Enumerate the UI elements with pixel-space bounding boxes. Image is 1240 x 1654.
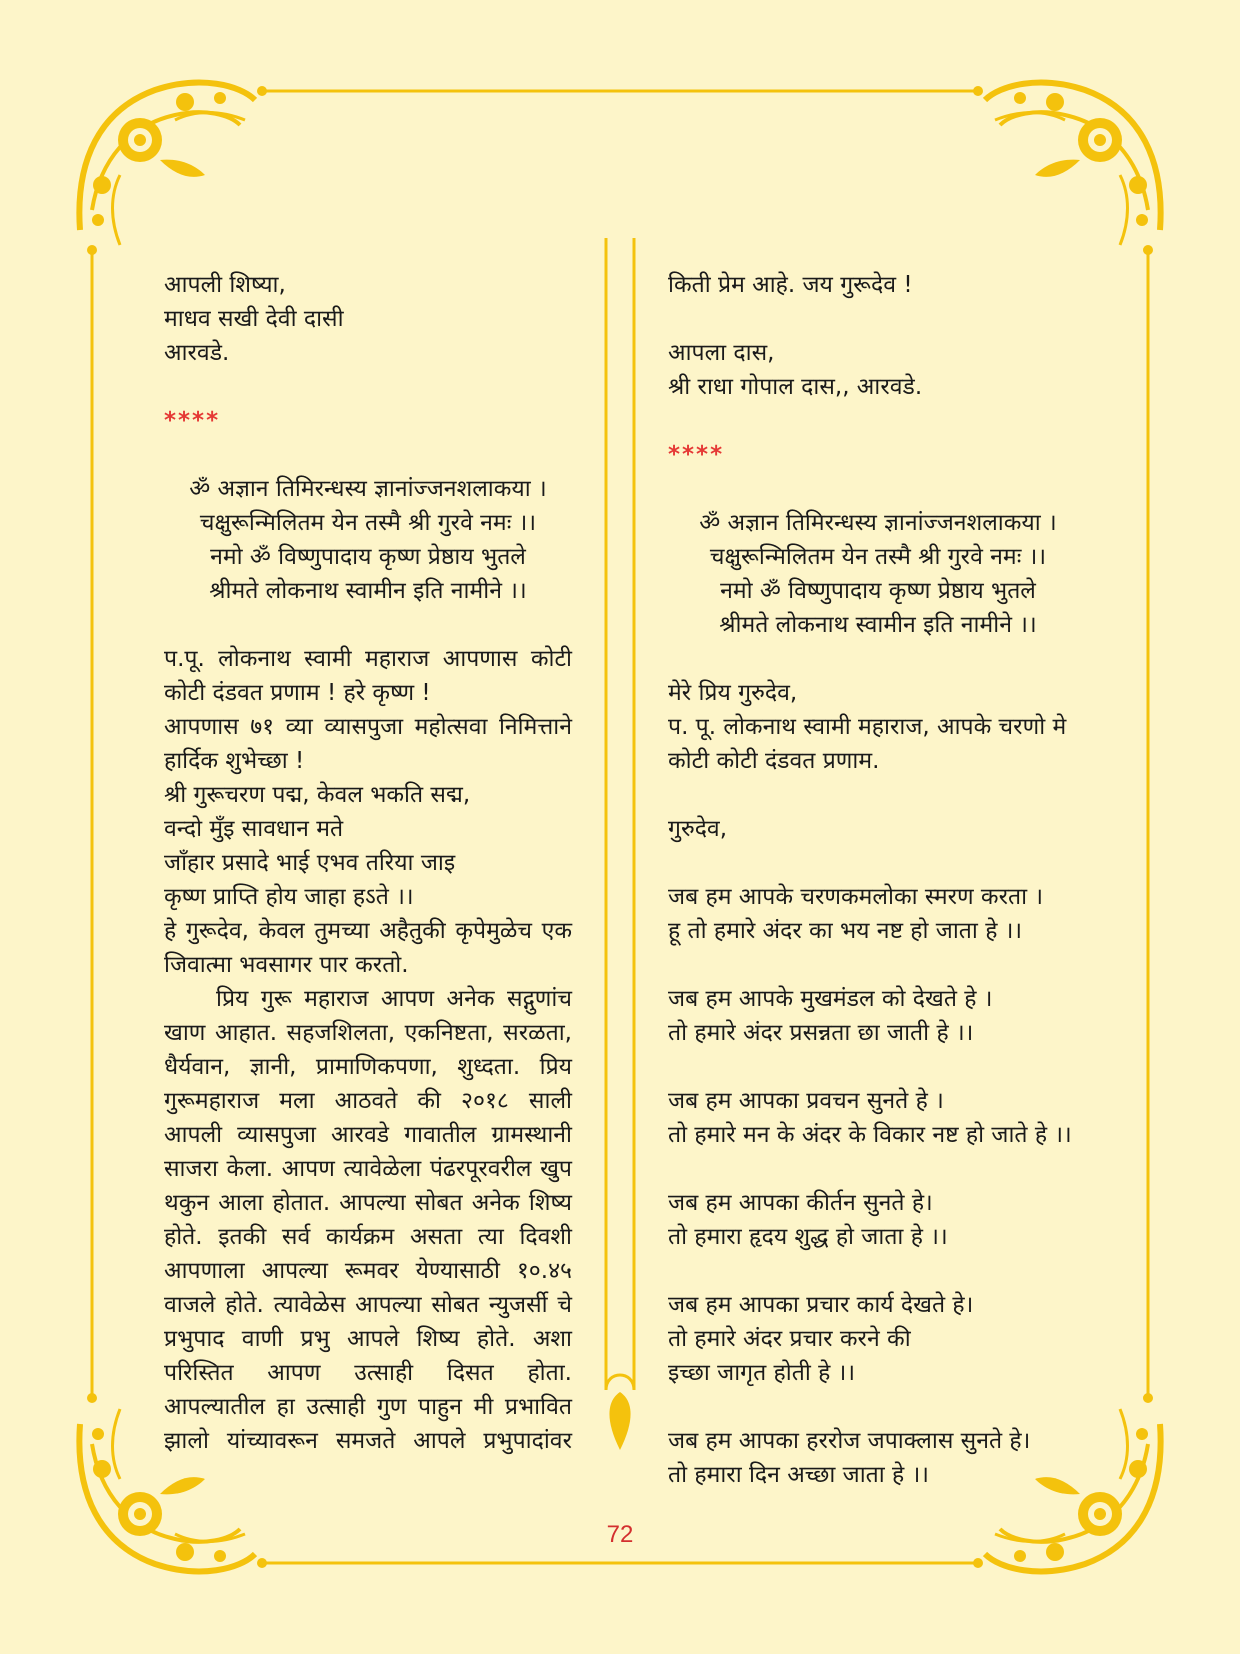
section-separator-stars: ****	[164, 408, 221, 434]
center-divider-drop-icon	[606, 238, 634, 1450]
page-number: 72	[606, 1521, 634, 1548]
text-line: आपणाला आपल्या रूमवर येण्यासाठी १०.४५	[164, 1258, 572, 1284]
text-line: आपला दास,	[668, 340, 775, 366]
text-line: परिस्तित आपण उत्साही दिसत होता.	[164, 1360, 572, 1386]
text-line: धैर्यवान, ज्ञानी, प्रामाणिकपणा, शुध्दता. प्रिय	[164, 1054, 572, 1080]
spacer	[668, 846, 1088, 880]
text-line: नमो ॐ विष्णुपादाय कृष्ण प्रेष्ठाय भुतले	[210, 544, 526, 570]
text-line: वन्दो मुँइ सावधान मते	[164, 816, 344, 842]
text-line: आरवडे.	[164, 340, 230, 366]
text-line: जब हम आपके मुखमंडल को देखते हे ।	[668, 986, 993, 1012]
text-line: हे गुरूदेव, केवल तुमच्या अहैतुकी कृपेमुळेच एक	[164, 918, 572, 944]
text-line: मेरे प्रिय गुरुदेव,	[668, 680, 798, 706]
text-line: गुरुदेव,	[668, 816, 728, 842]
text-line: आपल्यातील हा उत्साही गुण पाहुन मी प्रभावित	[164, 1394, 572, 1420]
spacer	[668, 642, 1088, 676]
text-line: चक्षुरून्मिलितम येन तस्मै श्री गुरवे नमः ।।	[709, 544, 1047, 570]
text-line: तो हमारे अंदर प्रचार करने की	[668, 1326, 911, 1352]
text-line: आपली व्यासपुजा आरवडे गावातील ग्रामस्थानी	[164, 1122, 572, 1148]
text-line: हू तो हमारे अंदर का भय नष्ट हो जाता हे ।।	[668, 918, 1023, 944]
text-line: नमो ॐ विष्णुपादाय कृष्ण प्रेष्ठाय भुतले	[720, 578, 1036, 604]
text-line: जब हम आपके चरणकमलोका स्मरण करता ।	[668, 884, 1044, 910]
right-column	[668, 268, 1088, 1492]
text-line: श्री राधा गोपाल दास,, आरवडे.	[668, 374, 923, 400]
text-line: कोटी कोटी दंडवत प्रणाम.	[668, 748, 880, 774]
spacer	[164, 438, 572, 472]
left-column	[164, 268, 572, 1458]
text-line: थकुन आला होतात. आपल्या सोबत अनेक शिष्य	[164, 1190, 572, 1216]
section-separator-stars: ****	[668, 442, 725, 468]
text-line: जब हम आपका प्रचार कार्य देखते हे।	[668, 1292, 974, 1318]
text-line: जिवात्मा भवसागर पार करतो.	[164, 952, 409, 978]
spacer	[668, 1390, 1088, 1424]
spacer	[668, 302, 1088, 336]
text-line: प्रिय गुरू महाराज आपण अनेक सद्गुणांच	[216, 986, 572, 1012]
text-line: प. पू. लोकनाथ स्वामी महाराज, आपके चरणो मे	[668, 714, 1067, 740]
text-line: कृष्ण प्राप्ति होय जाहा हऽते ।।	[164, 884, 414, 910]
text-line: प.पू. लोकनाथ स्वामी महाराज आपणास कोटी	[164, 646, 572, 672]
text-line: हार्दिक शुभेच्छा !	[164, 748, 305, 774]
spacer	[668, 1254, 1088, 1288]
text-line: होते. इतकी सर्व कार्यक्रम असता त्या दिवशी	[164, 1224, 572, 1250]
text-line: श्री गुरूचरण पद्म, केवल भकति सद्म,	[164, 782, 471, 808]
text-line: झालो यांच्यावरून समजते आपले प्रभुपादांवर	[164, 1428, 572, 1454]
spacer	[668, 1152, 1088, 1186]
text-line: आपली शिष्या,	[164, 272, 286, 298]
text-line: जब हम आपका हररोज जपाक्लास सुनते हे।	[668, 1428, 1031, 1454]
text-line: किती प्रेम आहे. जय गुरूदेव !	[668, 272, 913, 298]
spacer	[668, 1050, 1088, 1084]
text-line: चक्षुरून्मिलितम येन तस्मै श्री गुरवे नमः ।।	[199, 510, 537, 536]
spacer	[668, 948, 1088, 982]
text-line: वाजले होते. त्यावेळेस आपल्या सोबत न्युजर्सी चे	[164, 1292, 572, 1318]
text-line: खाण आहात. सहजशिलता, एकनिष्टता, सरळता,	[164, 1020, 572, 1046]
spacer	[668, 778, 1088, 812]
text-line: गुरूमहाराज मला आठवते की २०१८ साली	[164, 1088, 572, 1114]
text-line: जब हम आपका कीर्तन सुनते हे।	[668, 1190, 933, 1216]
text-line: तो हमारा दिन अच्छा जाता हे ।।	[668, 1462, 930, 1488]
text-line: जाँहार प्रसादे भाई एभव तरिया जाइ	[164, 850, 456, 876]
text-line: ॐ अज्ञान तिमिरन्धस्य ज्ञानांज्जनशलाकया ।	[699, 510, 1057, 536]
text-line: प्रभुपाद वाणी प्रभु आपले शिष्य होते. अशा	[164, 1326, 572, 1352]
text-line: आपणास ७१ व्या व्यासपुजा महोत्सवा निमित्ताने	[164, 714, 572, 740]
text-line: श्रीमते लोकनाथ स्वामीन इति नामीने ।।	[719, 612, 1037, 638]
text-line: कोटी दंडवत प्रणाम ! हरे कृष्ण !	[164, 680, 431, 706]
text-line: माधव सखी देवी दासी	[164, 306, 344, 332]
spacer	[164, 370, 572, 404]
text-line: ॐ अज्ञान तिमिरन्धस्य ज्ञानांज्जनशलाकया ।	[189, 476, 547, 502]
spacer	[668, 472, 1088, 506]
spacer	[164, 608, 572, 642]
text-line: श्रीमते लोकनाथ स्वामीन इति नामीने ।।	[209, 578, 527, 604]
spacer	[668, 404, 1088, 438]
text-line: तो हमारे अंदर प्रसन्नता छा जाती हे ।।	[668, 1020, 974, 1046]
text-line: तो हमारा हृदय शुद्ध हो जाता हे ।।	[668, 1224, 948, 1250]
text-line: साजरा केला. आपण त्यावेळेला पंढरपूरवरील खुप	[164, 1156, 572, 1182]
text-line: तो हमारे मन के अंदर के विकार नष्ट हो जाते हे ।।	[668, 1122, 1072, 1148]
text-line: जब हम आपका प्रवचन सुनते हे ।	[668, 1088, 944, 1114]
text-line: इच्छा जागृत होती हे ।।	[668, 1360, 856, 1386]
